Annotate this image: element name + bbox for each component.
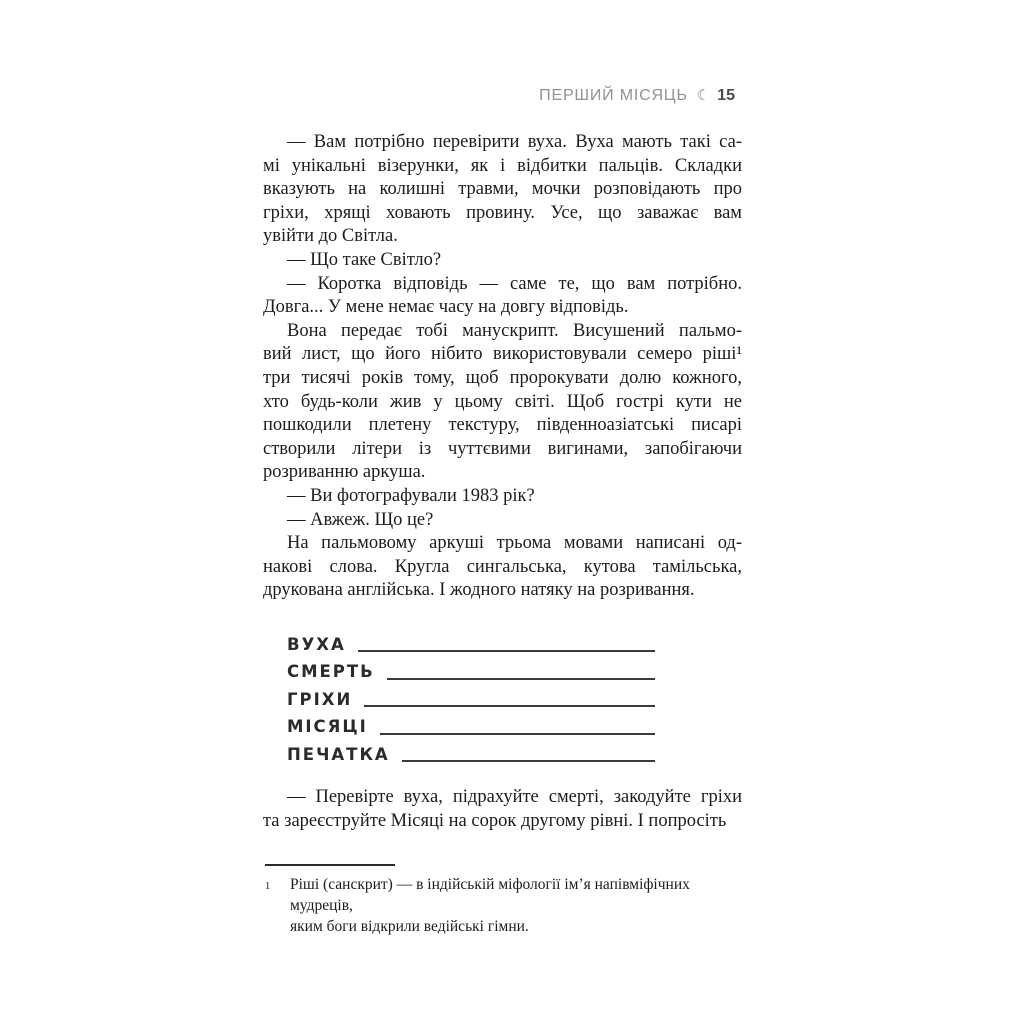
form-blank-line bbox=[358, 650, 655, 652]
text-line: — Авжеж. Що це? bbox=[287, 509, 434, 530]
paragraph bbox=[263, 273, 742, 320]
form-blank-line bbox=[387, 678, 655, 680]
form-label: СМЕРТЬ bbox=[287, 662, 375, 682]
text-line: Довга... У мене немає часу на довгу відповідь. bbox=[263, 297, 629, 318]
text-line: друкована англійська. І жодного натяку на розривання. bbox=[263, 580, 695, 601]
text-line: три тисячі років тому, щоб пророкувати долю кожного, bbox=[263, 367, 742, 388]
footnote-line: Ріші (санскрит) — в індійській міфології ім’я напівміфічних мудреців, bbox=[290, 876, 690, 914]
text-line: та зареєструйте Місяці на сорок другому рівні. І попросіть bbox=[263, 810, 727, 831]
page-header bbox=[263, 86, 735, 105]
text-line: створили літери із чуттєвими вигинами, запобігаючи bbox=[263, 438, 742, 459]
text-line: розриванню аркуша. bbox=[263, 462, 426, 483]
text-line: хто будь-коли жив у цьому світі. Щоб гострі кути не bbox=[263, 391, 742, 412]
form-row bbox=[287, 711, 655, 739]
text-line: — Перевірте вуха, підрахуйте смерті, закодуйте гріхи bbox=[287, 787, 742, 808]
footnote-marker: 1 bbox=[265, 881, 271, 892]
form-row bbox=[287, 656, 655, 684]
paragraph bbox=[263, 786, 742, 833]
text-line: — Ви фотографували 1983 рік? bbox=[287, 485, 535, 506]
text-line: гріхи, хрящі ховають провину. Усе, що заважає вам bbox=[263, 202, 742, 223]
footnote-block bbox=[265, 864, 742, 937]
text-line: Вона передає тобі манускрипт. Висушений пальмо- bbox=[287, 320, 742, 341]
paragraph bbox=[263, 532, 742, 603]
text-line: накові слова. Кругла сингальська, кутова тамільська, bbox=[263, 556, 742, 577]
page-number: 15 bbox=[717, 87, 735, 104]
footnote-rule bbox=[265, 864, 395, 866]
paragraph bbox=[263, 320, 742, 485]
form-label: ГРІХИ bbox=[287, 689, 353, 709]
chapter-title: ПЕРШИЙ МІСЯЦЬ bbox=[539, 87, 688, 104]
paragraph bbox=[263, 249, 742, 273]
form-label: ПЕЧАТКА bbox=[287, 744, 390, 764]
form-row bbox=[287, 629, 655, 657]
form-blank-line bbox=[364, 705, 655, 707]
text-line: пошкодили плетену текстуру, південноазіатські писарі bbox=[263, 415, 742, 436]
text-line: вказують на колишні травми, мочки розповідають про bbox=[263, 179, 742, 200]
form-blank-line bbox=[380, 733, 655, 735]
paragraph bbox=[263, 509, 742, 533]
footnote-line: яким боги відкрили ведійські гімни. bbox=[290, 918, 529, 935]
text-line: На пальмовому аркуші трьома мовами написані од- bbox=[287, 533, 742, 554]
footnote-text bbox=[290, 874, 742, 937]
text-line: мі унікальні візерунки, як і відбитки пальців. Складки bbox=[263, 155, 742, 176]
moon-icon: ☾ bbox=[696, 87, 711, 104]
text-line: увійти до Світла. bbox=[263, 226, 398, 247]
form-blank-line bbox=[402, 760, 655, 762]
text-line: — Що таке Світло? bbox=[287, 249, 442, 270]
form-list bbox=[287, 629, 655, 767]
form-label: ВУХА bbox=[287, 634, 346, 654]
text-line: — Коротка відповідь — саме те, що вам потрібно. bbox=[287, 273, 742, 294]
form-row bbox=[287, 684, 655, 712]
footnote bbox=[265, 874, 742, 937]
text-line: вий лист, що його нібито використовували семеро ріші¹ bbox=[263, 344, 742, 365]
page-body bbox=[263, 131, 742, 834]
form-label: МІСЯЦІ bbox=[287, 717, 368, 737]
paragraph bbox=[263, 485, 742, 509]
text-line: — Вам потрібно перевірити вуха. Вуха мають такі са- bbox=[287, 132, 742, 152]
form-row bbox=[287, 739, 655, 767]
paragraph bbox=[263, 131, 742, 249]
